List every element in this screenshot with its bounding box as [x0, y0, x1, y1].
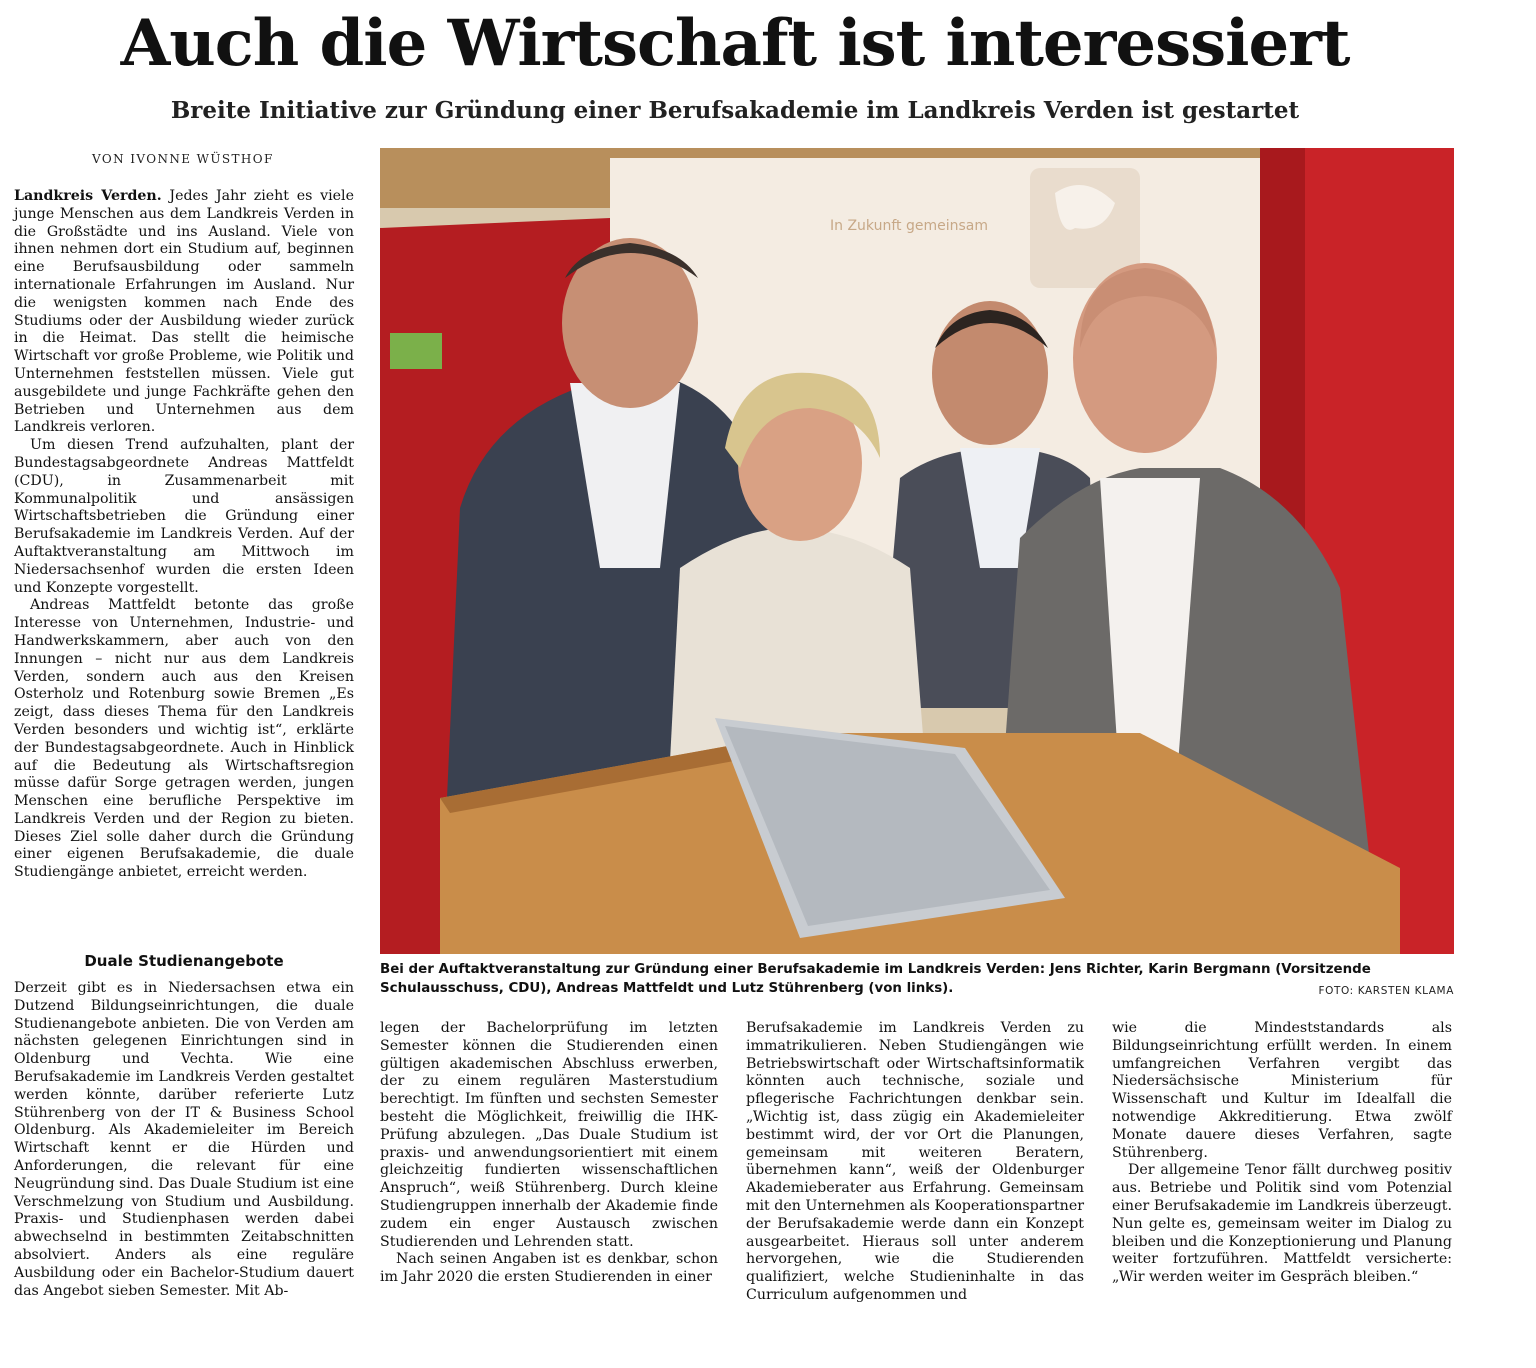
photo-caption: Bei der Auftaktveranstaltung zur Gründung einer Berufsakademie im Landkreis Verden: Jens Richter, Karin Bergmann (Vorsitzende Schulausschuss, CDU), Andreas Mattfeldt und Lutz Stührenberg (von links).: [380, 962, 1371, 996]
slide-text: In Zukunft gemeinsam: [830, 218, 988, 234]
article-headline: Auch die Wirtschaft ist interessiert: [120, 6, 1350, 81]
dateline: Landkreis Verden.: [14, 188, 162, 204]
article-paragraph: Der allgemeine Tenor fällt durchweg positiv aus. Betriebe und Politik sind vom Potenzial einer Berufsakademie im Landkreis überzeugt. Nun gelte es, gemeinsam weiter im Dialog zu bleiben und die Konzeptionierung und Planung weiter fortzuführen. Mattfeldt versicherte: „Wir werden weiter im Gespräch bleiben.“: [1112, 1162, 1452, 1286]
article-subheadline: Breite Initiative zur Gründung einer Berufsakademie im Landkreis Verden ist gestartet: [170, 97, 1300, 124]
article-byline: VON IVONNE WÜSTHOF: [92, 152, 274, 166]
article-column-2: [14, 980, 354, 1300]
section-subtitle: Duale Studienangebote: [84, 952, 284, 970]
article-column-5: [1112, 1020, 1452, 1287]
article-photo: [380, 148, 1454, 954]
intro-text: Jedes Jahr zieht es viele junge Menschen aus dem Landkreis Verden in die Großstädte und ins Ausland. Viele von ihnen nehmen dort ein Studium auf, beginnen eine Berufsausbildung oder sammeln internationale Erfahrungen im Ausland. Nur die wenigsten kommen nach Ende des Studiums oder der Ausbildung wieder zurück in die Heimat. Das stellt die heimische Wirtschaft vor große Probleme, wie Politik und Unternehmen feststellen müssen. Viele gut ausgebildete und junge Fachkräfte gehen den Betrieben und Unternehmen aus dem Landkreis verloren.: [14, 188, 354, 436]
photo-credit: FOTO: KARSTEN KLAMA: [1318, 985, 1454, 997]
article-paragraph: Um diesen Trend aufzuhalten, plant der Bundestagsabgeordnete Andreas Mattfeldt (CDU), in Zusammenarbeit mit Kommunalpolitik und ansässigen Wirtschaftsbetrieben die Gründung einer Berufsakademie im Landkreis Verden. Auf der Auftaktveranstaltung am Mittwoch im Niedersachsenhof wurden die ersten Ideen und Konzepte vorgestellt.: [14, 437, 354, 596]
article-column-1: [14, 188, 354, 882]
article-paragraph-intro: [14, 188, 354, 437]
article-paragraph: Nach seinen Angaben ist es denkbar, schon im Jahr 2020 die ersten Studierenden in einer: [380, 1251, 718, 1286]
article-paragraph: wie die Mindeststandards als Bildungseinrichtung erfüllt werden. In einem umfangreichen Verfahren vergibt das Niedersächsische Ministerium für Wissenschaft und Kultur im Idealfall die notwendige Akkreditierung. Etwa zwölf Monate dauere dieses Verfahren, sagte Stührenberg.: [1112, 1020, 1452, 1161]
photo-illustration: [380, 148, 1454, 954]
article-paragraph: Berufsakademie im Landkreis Verden zu immatrikulieren. Neben Studiengängen wie Betriebswirtschaft oder Wirtschaftsinformatik könnten auch technische, soziale und pflegerische Fachrichtungen denkbar sein. „Wichtig ist, dass zügig ein Akademieleiter bestimmt wird, der vor Ort die Planungen, gemeinsam mit weiteren Beratern, übernehmen kann“, weiß der Oldenburger Akademieberater aus Erfahrung. Gemeinsam mit den Unternehmen als Kooperationspartner der Berufsakademie werde dann ein Konzept ausgearbeitet. Hieraus soll unter anderem hervorgehen, wie die Studierenden qualifiziert, welche Studieninhalte in das Curriculum aufgenommen und: [746, 1020, 1084, 1303]
exit-sign: [390, 333, 442, 369]
article-paragraph: legen der Bachelorprüfung im letzten Semester können die Studierenden einen gültigen akademischen Abschluss erwerben, der zu einem regulären Masterstudium berechtigt. Im fünften und sechsten Semester besteht die Möglichkeit, freiwillig die IHK-Prüfung abzulegen. „Das Duale Studium ist praxis- und anwendungsorientiert mit einem gleichzeitig fundierten wissenschaftlichen Anspruch“, weiß Stührenberg. Durch kleine Studiengruppen innerhalb der Akademie finde zudem ein enger Austausch zwischen Studierenden und Lehrenden statt.: [380, 1020, 718, 1250]
article-paragraph: Derzeit gibt es in Niedersachsen etwa ein Dutzend Bildungseinrichtungen, die duale Studienangebote anbieten. Die von Verden am nächsten gelegenen Einrichtungen sind in Oldenburg und Vechta. Wie eine Berufsakademie im Landkreis Verden gestaltet werden könnte, darüber referierte Lutz Stührenberg von der IT & Business School Oldenburg. Als Akademieleiter im Bereich Wirtschaft kennt er die Hürden und Anforderungen, die relevant für eine Neugründung sind. Das Duale Studium ist eine Verschmelzung von Studium und Ausbildung. Praxis- und Studienphasen werden dabei abwechselnd in bestimmten Zeitabschnitten absolviert. Anders als eine reguläre Ausbildung oder ein Bachelor-Studium dauert das Angebot sieben Semester. Mit Ab-: [14, 980, 354, 1299]
article-column-4: [746, 1020, 1084, 1305]
article-column-3: [380, 1020, 718, 1287]
article-paragraph: Andreas Mattfeldt betonte das große Interesse von Unternehmen, Industrie- und Handwerkskammern, aber auch von den Innungen – nicht nur aus dem Landkreis Verden, sondern auch aus den Kreisen Osterholz und Rotenburg sowie Bremen „Es zeigt, dass dieses Thema für den Landkreis Verden besonders und wichtig ist“, erklärte der Bundestagsabgeordnete. Auch in Hinblick auf die Bedeutung als Wirtschaftsregion müsse dafür Sorge getragen werden, jungen Menschen eine berufliche Perspektive im Landkreis Verden und der Region zu bieten. Dieses Ziel solle daher durch die Gründung einer eigenen Berufsakademie, die duale Studiengänge anbietet, erreicht werden.: [14, 597, 354, 881]
